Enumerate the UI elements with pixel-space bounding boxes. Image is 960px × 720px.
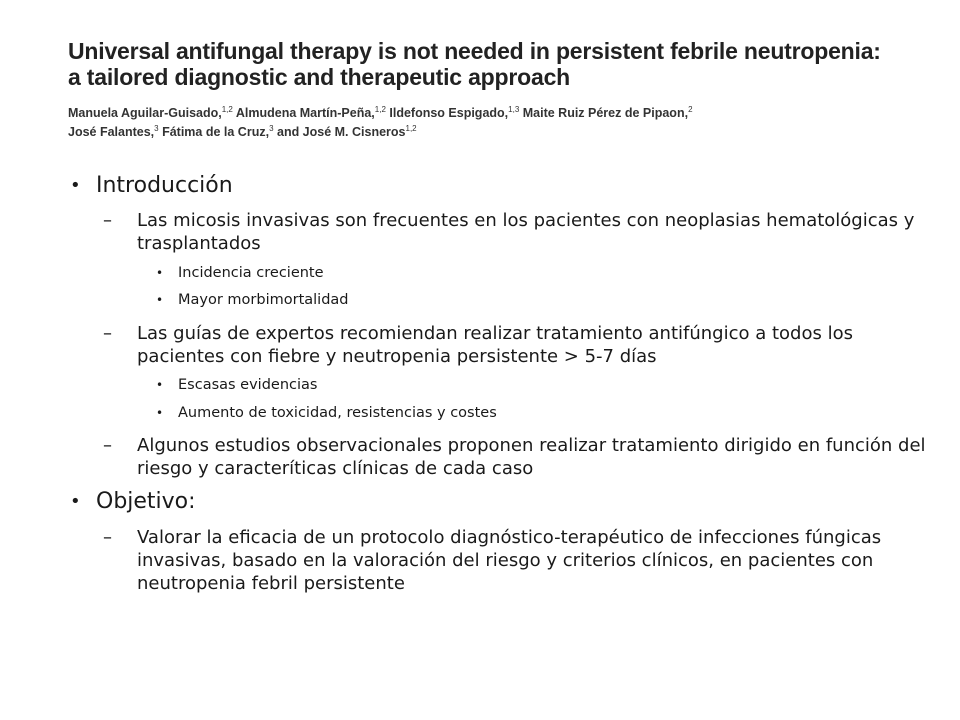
- sub-point-text: Escasas evidencias: [178, 377, 318, 393]
- intro-point-1-sub-2: [156, 290, 918, 310]
- bullet-mark: •: [156, 406, 164, 420]
- authors-line-1: [68, 102, 928, 121]
- bullet-mark: •: [70, 175, 81, 196]
- author-affiliation: 1,2: [405, 124, 417, 134]
- section-heading: Objetivo:: [96, 489, 196, 514]
- author-name: Fátima de la Cruz,: [158, 125, 270, 140]
- author-affiliation: 2: [688, 105, 693, 114]
- bullet-mark: •: [70, 491, 81, 512]
- bullet-mark: •: [156, 266, 164, 280]
- section-heading: Introducción: [96, 173, 233, 198]
- paper-title-line-1: Universal antifungal therapy is not needed in persistent febrile neutropenia:: [68, 38, 881, 64]
- author-name: José Falantes,: [68, 125, 155, 140]
- author-affiliation: 1,2: [221, 105, 233, 114]
- objective-point-1: [103, 526, 927, 595]
- dash-mark: –: [103, 210, 112, 231]
- paper-header: [68, 38, 928, 140]
- intro-point-1-sub-1: [156, 263, 918, 283]
- authors-line-2: [68, 121, 928, 140]
- author-affiliation: 3: [269, 124, 274, 134]
- intro-point-1: [103, 209, 927, 255]
- point-text: Las guías de expertos recomiendan realizar tratamiento antifúngico a todos los pacientes con fiebre y neutropenia persistente > 5-7 días: [137, 323, 853, 367]
- intro-point-2-sub-2: [156, 403, 918, 423]
- author-name: Maite Ruiz Pérez de Pipaon,: [519, 106, 689, 121]
- author-affiliation: 3: [154, 124, 159, 134]
- paper-title: [68, 38, 928, 90]
- intro-point-2: [103, 322, 927, 368]
- dash-mark: –: [103, 435, 112, 456]
- author-affiliation: 1,3: [508, 105, 520, 114]
- intro-point-3: [103, 434, 927, 480]
- bullet-mark: •: [156, 378, 164, 392]
- sub-point-text: Aumento de toxicidad, resistencias y costes: [178, 405, 497, 421]
- sub-point-text: Mayor morbimortalidad: [178, 292, 349, 308]
- dash-mark: –: [103, 323, 112, 344]
- point-text: Algunos estudios observacionales proponen realizar tratamiento dirigido en función del riesgo y caracteríticas clínicas de cada caso: [137, 435, 926, 479]
- author-name: Manuela Aguilar-Guisado,: [68, 106, 222, 121]
- bullet-objetivo: [70, 489, 196, 515]
- author-name: and José M. Cisneros: [273, 125, 406, 140]
- author-affiliation: 1,2: [374, 105, 386, 114]
- bullet-introduccion: [70, 173, 233, 199]
- point-text: Las micosis invasivas son frecuentes en los pacientes con neoplasias hematológicas y trasplantados: [137, 210, 915, 254]
- author-name: Almudena Martín-Peña,: [232, 106, 375, 121]
- sub-point-text: Incidencia creciente: [178, 265, 324, 281]
- paper-authors: [68, 102, 928, 140]
- point-text: Valorar la eficacia de un protocolo diagnóstico-terapéutico de infecciones fúngicas invasivas, basado en la valoración del riesgo y criterios clínicos, en pacientes con neutropenia febril persistente: [137, 527, 882, 594]
- author-name: Ildefonso Espigado,: [385, 106, 509, 121]
- bullet-mark: •: [156, 293, 164, 307]
- dash-mark: –: [103, 527, 112, 548]
- paper-title-line-2: a tailored diagnostic and therapeutic approach: [68, 64, 571, 90]
- intro-point-2-sub-1: [156, 375, 918, 395]
